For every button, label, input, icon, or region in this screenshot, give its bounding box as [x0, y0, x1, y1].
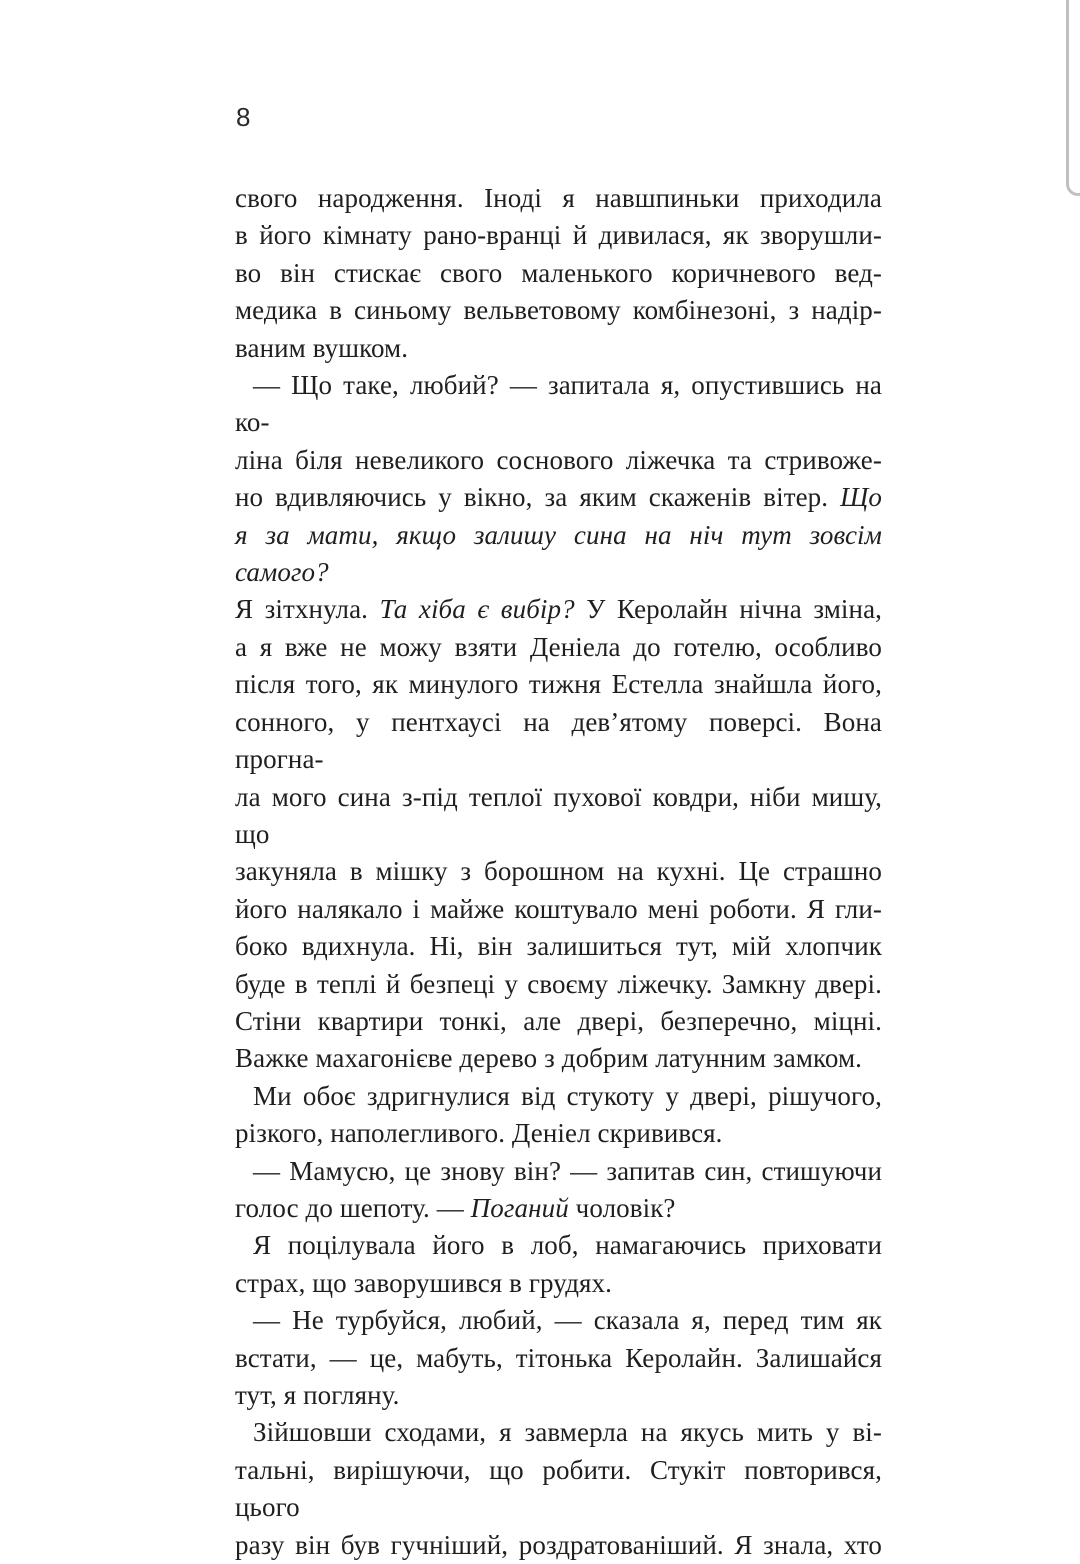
text-line: [235, 255, 882, 292]
text-segment: — Мамусю, це знову він? — запитав син, стишуючи: [253, 1155, 882, 1186]
text-segment: а я вже не можу взяти Деніела до готелю, особливо: [235, 631, 882, 662]
text-line: [235, 1115, 882, 1152]
text-line: [235, 1227, 882, 1264]
text-segment: страх, що заворушився в грудях.: [235, 1267, 612, 1298]
paragraph: [235, 1414, 882, 1564]
text-line: [235, 1003, 882, 1040]
text-line: [235, 1265, 882, 1302]
text-line: [235, 629, 882, 666]
paragraph: [235, 180, 882, 367]
paragraph: [235, 1153, 882, 1228]
text-segment: його налякало і майже коштувало мені роботи. Я гли-: [235, 893, 882, 924]
text-line: [235, 367, 882, 442]
text-segment: сонного, у пентхаусі на дев’ятому поверсі. Вона прогна-: [235, 706, 882, 775]
text-line: [235, 853, 882, 890]
text-segment: тальні, вирішуючи, що робити. Стукіт повторився, цього: [235, 1454, 882, 1523]
text-line: [235, 591, 882, 628]
text-segment: У Керолайн нічна зміна,: [574, 594, 883, 625]
text-line: [235, 180, 882, 217]
text-segment: — Що таке, любий? — запитала я, опустившись на ко-: [235, 370, 882, 438]
paragraph: [235, 1302, 882, 1414]
text-line: [235, 1414, 882, 1451]
text-segment: ла мого сина з-під теплої пухової ковдри, ніби мишу, що: [235, 781, 882, 849]
text-line: [235, 966, 882, 1003]
text-segment: ліна біля невеликого соснового ліжечка та стривоже-: [235, 444, 882, 475]
text-segment: во він стискає свого маленького коричневого вед-: [235, 257, 882, 288]
text-line: [235, 666, 882, 703]
text-line: [235, 1040, 882, 1077]
italic-text-segment: Що: [840, 482, 882, 513]
text-segment: голос до шепоту. —: [235, 1192, 471, 1223]
italic-text-segment: Та хіба є вибір?: [379, 594, 575, 625]
italic-text-segment: я за мати, якщо залишу сина на ніч тут зовсім самого?: [235, 519, 882, 588]
text-segment: тут, я погляну.: [235, 1380, 400, 1410]
text-segment: закуняла в мішку з борошном на кухні. Це страшно: [235, 856, 882, 887]
text-line: [235, 779, 882, 854]
text-segment: боко вдихнула. Ні, він залишиться тут, мій хлопчик: [235, 931, 882, 962]
text-line: [235, 928, 882, 965]
text-line: [235, 292, 882, 329]
page-number: 8: [236, 102, 251, 132]
text-line: [235, 517, 882, 592]
text-segment: Стіни квартири тонкі, але двері, безперечно, міцні.: [235, 1005, 882, 1036]
text-segment: Зійшовши сходами, я завмерла на якусь мить у ві-: [253, 1417, 882, 1448]
text-line: [235, 1190, 882, 1227]
text-line: [235, 1153, 882, 1190]
text-segment: — Не турбуйся, любий, — сказала я, перед тим як: [253, 1305, 882, 1336]
text-segment: Важке махагонієве дерево з добрим латунним замком.: [235, 1043, 862, 1074]
scrollbar-thumb[interactable]: [1066, 0, 1080, 196]
text-segment: в його кімнату рано-вранці й дивилася, як зворушли-: [235, 220, 882, 251]
text-segment: медика в синьому вельветовому комбінезоні, з надір-: [235, 295, 882, 326]
text-segment: но вдивляючись у вікно, за яким скаженів вітер.: [235, 482, 841, 513]
text-segment: Я зітхнула.: [235, 594, 380, 625]
text-line: [235, 1527, 882, 1564]
text-line: [235, 1452, 882, 1527]
text-segment: різкого, наполегливого. Деніел скривився.: [235, 1118, 723, 1149]
paragraph: [235, 367, 882, 1078]
text-line: [235, 1302, 882, 1339]
text-segment: ваним вушком.: [235, 332, 409, 363]
paragraph: [235, 1078, 882, 1153]
text-line: [235, 704, 882, 779]
text-segment: Я поцілувала його в лоб, намагаючись приховати: [253, 1230, 882, 1261]
book-text: [235, 180, 882, 1564]
paragraph: [235, 1227, 882, 1302]
text-segment: свого народження. Іноді я навшпиньки приходила: [235, 183, 882, 213]
text-line: [235, 330, 882, 367]
text-line: [235, 217, 882, 254]
text-line: [235, 1078, 882, 1115]
text-segment: чоловік?: [568, 1192, 676, 1223]
text-line: [235, 442, 882, 479]
text-line: [235, 1340, 882, 1377]
text-line: [235, 479, 882, 516]
italic-text-segment: Поганий: [470, 1192, 569, 1223]
text-line: [235, 1377, 882, 1414]
text-segment: встати, — це, мабуть, тітонька Керолайн. Залишайся: [235, 1342, 882, 1373]
text-segment: разу він був гучніший, роздратованіший. Я знала, хто: [235, 1529, 882, 1560]
text-segment: буде в теплі й безпеці у своєму ліжечку. Замкну двері.: [235, 968, 882, 999]
text-line: [235, 891, 882, 928]
text-segment: Ми обоє здригнулися від стукоту у двері, рішучого,: [253, 1080, 882, 1111]
text-segment: після того, як минулого тижня Естелла знайшла його,: [235, 669, 882, 700]
